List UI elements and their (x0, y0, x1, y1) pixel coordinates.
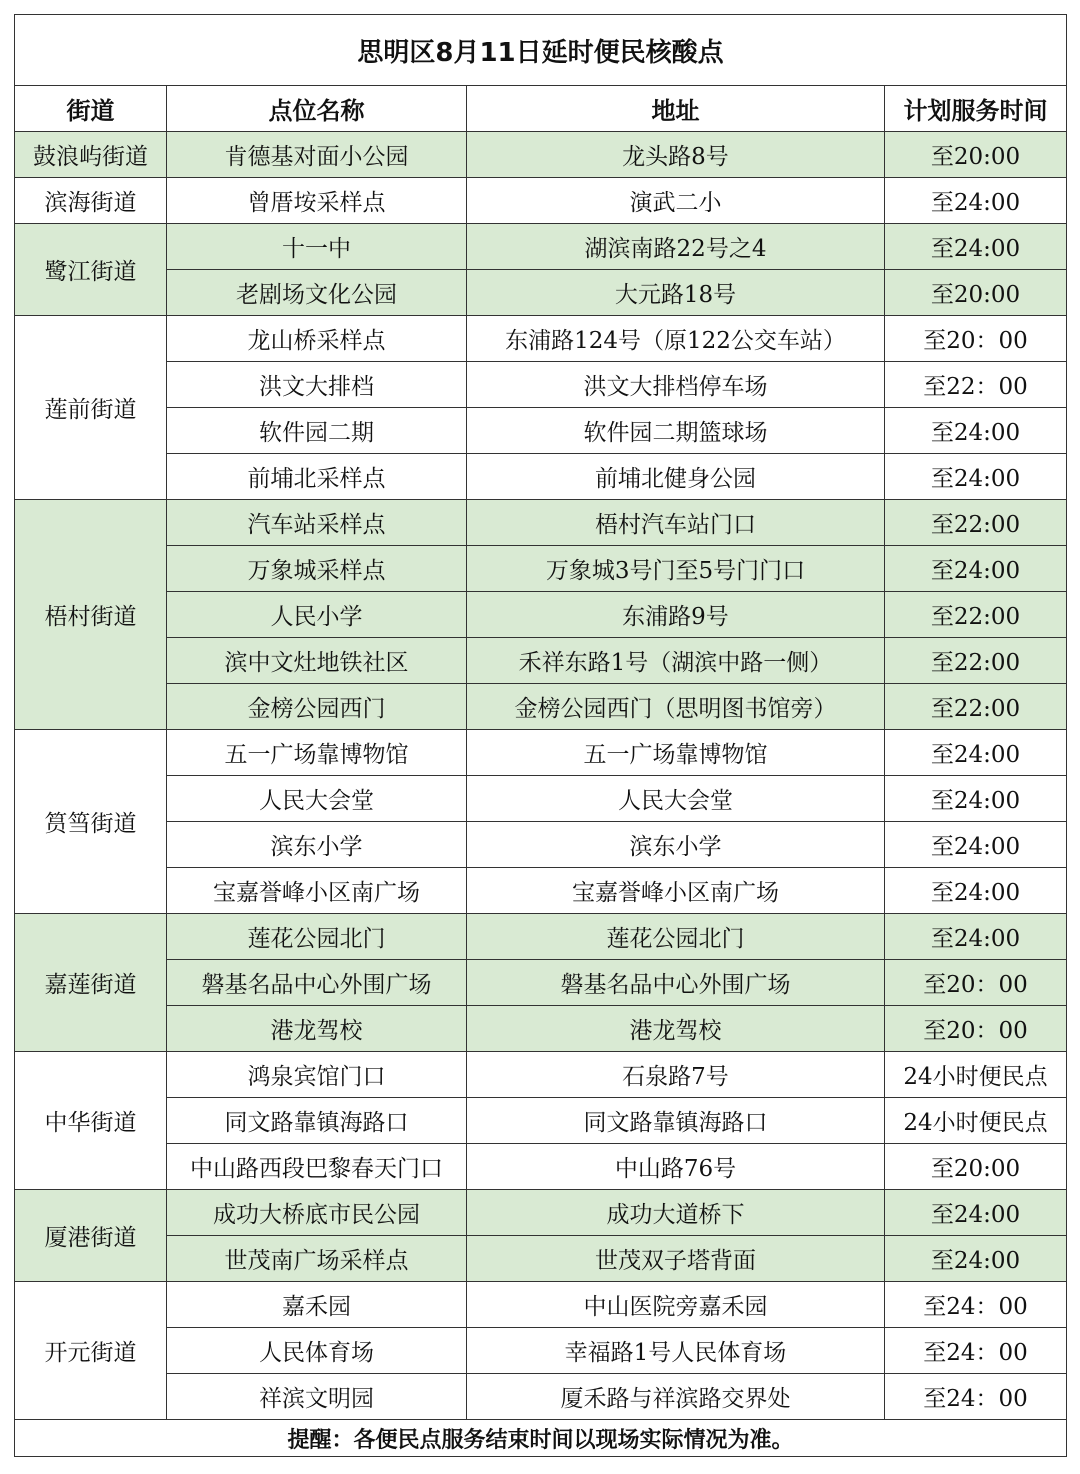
address-cell: 湖滨南路22号之4 (467, 224, 885, 270)
table-row (15, 592, 1067, 638)
address-cell: 中山路76号 (467, 1144, 885, 1190)
service-time-cell: 至22:00 (885, 500, 1067, 546)
site-name-cell: 港龙驾校 (167, 1006, 467, 1052)
address-cell: 软件园二期篮球场 (467, 408, 885, 454)
service-time-cell: 至24：00 (885, 1374, 1067, 1420)
site-name-cell: 曾厝垵采样点 (167, 178, 467, 224)
table-row (15, 408, 1067, 454)
table-row (15, 546, 1067, 592)
service-time-cell: 至24:00 (885, 914, 1067, 960)
site-name-cell: 洪文大排档 (167, 362, 467, 408)
service-time-cell: 至24：00 (885, 1282, 1067, 1328)
address-cell: 成功大道桥下 (467, 1190, 885, 1236)
table-title: 思明区8月11日延时便民核酸点 (15, 15, 1067, 86)
service-time-cell: 24小时便民点 (885, 1052, 1067, 1098)
address-cell: 金榜公园西门（思明图书馆旁） (467, 684, 885, 730)
site-name-cell: 宝嘉誉峰小区南广场 (167, 868, 467, 914)
table-row (15, 132, 1067, 178)
street-cell: 鹭江街道 (15, 224, 167, 316)
header-site-name: 点位名称 (167, 86, 467, 132)
service-time-cell: 24小时便民点 (885, 1098, 1067, 1144)
address-cell: 厦禾路与祥滨路交界处 (467, 1374, 885, 1420)
address-cell: 石泉路7号 (467, 1052, 885, 1098)
service-time-cell: 至24:00 (885, 730, 1067, 776)
street-cell: 鼓浪屿街道 (15, 132, 167, 178)
address-cell: 港龙驾校 (467, 1006, 885, 1052)
title-row (15, 15, 1067, 86)
site-name-cell: 磐基名品中心外围广场 (167, 960, 467, 1006)
table-row (15, 1328, 1067, 1374)
service-time-cell: 至22:00 (885, 684, 1067, 730)
site-name-cell: 软件园二期 (167, 408, 467, 454)
site-name-cell: 万象城采样点 (167, 546, 467, 592)
site-name-cell: 人民体育场 (167, 1328, 467, 1374)
street-cell: 筼筜街道 (15, 730, 167, 914)
header-address: 地址 (467, 86, 885, 132)
street-cell: 嘉莲街道 (15, 914, 167, 1052)
service-time-cell: 至24:00 (885, 178, 1067, 224)
site-name-cell: 龙山桥采样点 (167, 316, 467, 362)
table-row (15, 1098, 1067, 1144)
address-cell: 宝嘉誉峰小区南广场 (467, 868, 885, 914)
note-row (15, 1420, 1067, 1457)
table-row (15, 684, 1067, 730)
table-row (15, 638, 1067, 684)
table-row (15, 362, 1067, 408)
address-cell: 中山医院旁嘉禾园 (467, 1282, 885, 1328)
service-time-cell: 至22：00 (885, 362, 1067, 408)
service-time-cell: 至24:00 (885, 776, 1067, 822)
address-cell: 磐基名品中心外围广场 (467, 960, 885, 1006)
address-cell: 滨东小学 (467, 822, 885, 868)
address-cell: 万象城3号门至5号门门口 (467, 546, 885, 592)
site-name-cell: 成功大桥底市民公园 (167, 1190, 467, 1236)
site-name-cell: 人民大会堂 (167, 776, 467, 822)
table-row (15, 1052, 1067, 1098)
service-time-cell: 至24:00 (885, 1190, 1067, 1236)
table-body (15, 132, 1067, 1420)
street-cell: 开元街道 (15, 1282, 167, 1420)
street-cell: 厦港街道 (15, 1190, 167, 1282)
address-cell: 人民大会堂 (467, 776, 885, 822)
footer-note: 提醒：各便民点服务结束时间以现场实际情况为准。 (15, 1420, 1067, 1457)
address-cell: 东浦路124号（原122公交车站） (467, 316, 885, 362)
address-cell: 梧村汽车站门口 (467, 500, 885, 546)
service-time-cell: 至22:00 (885, 638, 1067, 684)
site-name-cell: 同文路靠镇海路口 (167, 1098, 467, 1144)
site-name-cell: 嘉禾园 (167, 1282, 467, 1328)
site-name-cell: 金榜公园西门 (167, 684, 467, 730)
site-name-cell: 滨东小学 (167, 822, 467, 868)
street-cell: 中华街道 (15, 1052, 167, 1190)
table-row (15, 868, 1067, 914)
site-name-cell: 五一广场靠博物馆 (167, 730, 467, 776)
service-time-cell: 至20：00 (885, 1006, 1067, 1052)
table-row (15, 1236, 1067, 1282)
service-time-cell: 至20:00 (885, 270, 1067, 316)
site-name-cell: 祥滨文明园 (167, 1374, 467, 1420)
address-cell: 五一广场靠博物馆 (467, 730, 885, 776)
table-row (15, 822, 1067, 868)
table-row (15, 914, 1067, 960)
site-name-cell: 汽车站采样点 (167, 500, 467, 546)
header-service-time: 计划服务时间 (885, 86, 1067, 132)
address-cell: 演武二小 (467, 178, 885, 224)
address-cell: 前埔北健身公园 (467, 454, 885, 500)
table-row (15, 1374, 1067, 1420)
table-row (15, 178, 1067, 224)
service-time-cell: 至24:00 (885, 822, 1067, 868)
header-street: 街道 (15, 86, 167, 132)
table-row (15, 776, 1067, 822)
service-time-cell: 至24:00 (885, 454, 1067, 500)
site-name-cell: 世茂南广场采样点 (167, 1236, 467, 1282)
address-cell: 龙头路8号 (467, 132, 885, 178)
service-time-cell: 至24：00 (885, 1328, 1067, 1374)
table-row (15, 316, 1067, 362)
address-cell: 同文路靠镇海路口 (467, 1098, 885, 1144)
address-cell: 幸福路1号人民体育场 (467, 1328, 885, 1374)
table-row (15, 454, 1067, 500)
service-time-cell: 至22:00 (885, 592, 1067, 638)
site-name-cell: 肯德基对面小公园 (167, 132, 467, 178)
table-row (15, 500, 1067, 546)
service-time-cell: 至24:00 (885, 408, 1067, 454)
site-name-cell: 前埔北采样点 (167, 454, 467, 500)
table-row (15, 1144, 1067, 1190)
address-cell: 大元路18号 (467, 270, 885, 316)
address-cell: 洪文大排档停车场 (467, 362, 885, 408)
service-time-cell: 至20：00 (885, 316, 1067, 362)
street-cell: 滨海街道 (15, 178, 167, 224)
header-row (15, 86, 1067, 132)
table-row (15, 224, 1067, 270)
site-name-cell: 鸿泉宾馆门口 (167, 1052, 467, 1098)
street-cell: 莲前街道 (15, 316, 167, 500)
nucleic-acid-schedule-table (14, 14, 1067, 1457)
site-name-cell: 人民小学 (167, 592, 467, 638)
service-time-cell: 至24:00 (885, 224, 1067, 270)
service-time-cell: 至24:00 (885, 868, 1067, 914)
address-cell: 禾祥东路1号（湖滨中路一侧） (467, 638, 885, 684)
site-name-cell: 中山路西段巴黎春天门口 (167, 1144, 467, 1190)
table-row (15, 730, 1067, 776)
service-time-cell: 至20：00 (885, 960, 1067, 1006)
site-name-cell: 十一中 (167, 224, 467, 270)
table-row (15, 1006, 1067, 1052)
address-cell: 世茂双子塔背面 (467, 1236, 885, 1282)
service-time-cell: 至20:00 (885, 132, 1067, 178)
table-row (15, 960, 1067, 1006)
service-time-cell: 至20:00 (885, 1144, 1067, 1190)
address-cell: 莲花公园北门 (467, 914, 885, 960)
site-name-cell: 老剧场文化公园 (167, 270, 467, 316)
table-row (15, 270, 1067, 316)
table-row (15, 1190, 1067, 1236)
street-cell: 梧村街道 (15, 500, 167, 730)
site-name-cell: 莲花公园北门 (167, 914, 467, 960)
service-time-cell: 至24:00 (885, 1236, 1067, 1282)
site-name-cell: 滨中文灶地铁社区 (167, 638, 467, 684)
table-row (15, 1282, 1067, 1328)
address-cell: 东浦路9号 (467, 592, 885, 638)
service-time-cell: 至24:00 (885, 546, 1067, 592)
